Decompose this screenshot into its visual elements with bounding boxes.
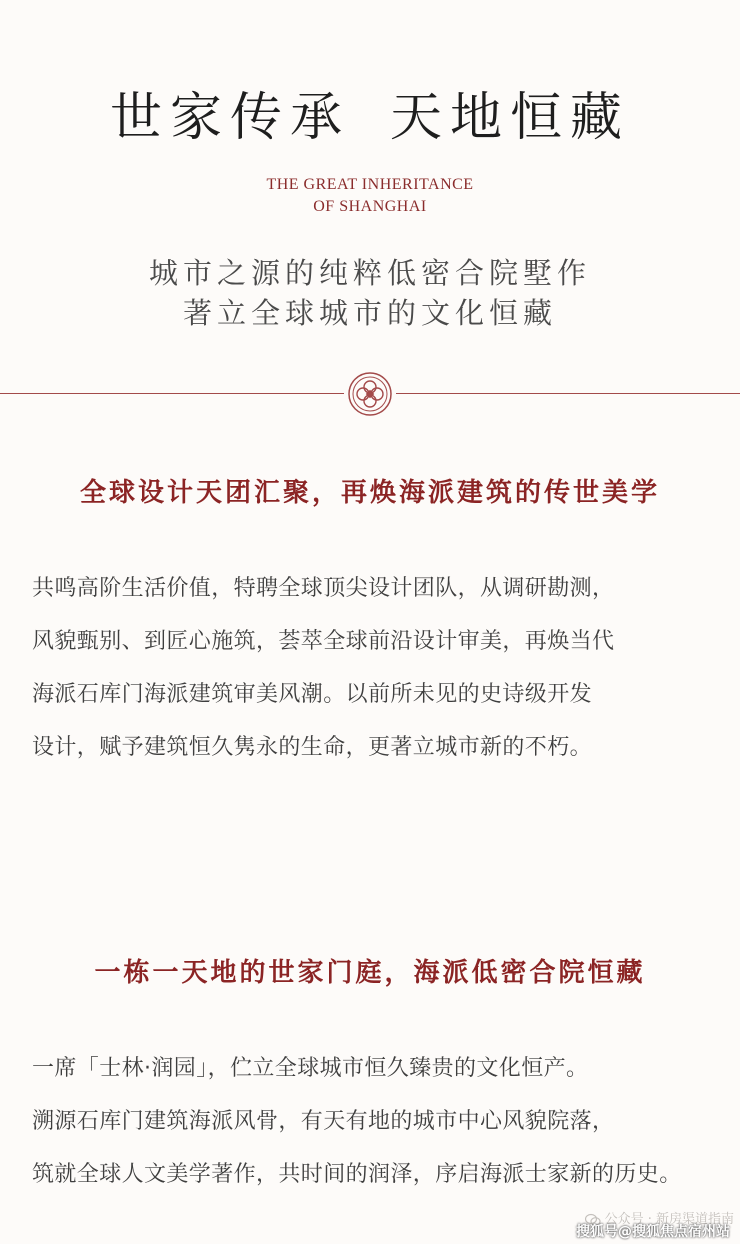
section1-body <box>32 562 722 774</box>
section2-line: 一席「士林·润园」，伫立全球城市恒久臻贵的文化恒产。 <box>32 1056 589 1081</box>
sohu-watermark: 搜狐号@搜狐焦点宿州站 <box>576 1224 730 1240</box>
section1-line: 风貌甄别、到匠心施筑，荟萃全球前沿设计审美，再焕当代 <box>32 629 615 654</box>
section1-heading: 全球设计天团汇聚，再焕海派建筑的传世美学 <box>79 478 660 508</box>
tagline-line2: 著立全球城市的文化恒藏 <box>182 296 557 330</box>
section2-line: 筑就全球人文美学著作，共时间的润泽，序启海派士家新的历史。 <box>32 1162 682 1187</box>
section2-line: 溯源石库门建筑海派风骨，有天有地的城市中心风貌院落， <box>32 1109 615 1134</box>
ornamental-medallion-icon <box>347 371 393 417</box>
divider-line-left <box>0 393 344 394</box>
english-subtitle-line2: OF SHANGHAI <box>313 198 427 215</box>
title-right: 天地恒藏 <box>390 88 631 148</box>
divider-line-right <box>396 393 740 394</box>
section2-body <box>32 1042 722 1201</box>
page-title <box>0 88 740 148</box>
section1-line: 共鸣高阶生活价值，特聘全球顶尖设计团队，从调研勘测， <box>32 576 615 601</box>
title-left: 世家传承 <box>109 88 350 148</box>
wechat-watermark-text: 公众号 · 新房渠道指南 <box>604 1212 734 1227</box>
section1-line: 设计，赋予建筑恒久隽永的生命，更著立城市新的不朽。 <box>32 735 593 760</box>
tagline-line1: 城市之源的纯粹低密合院墅作 <box>148 256 591 290</box>
english-subtitle-line1: THE GREAT INHERITANCE <box>266 176 474 193</box>
section2-heading: 一栋一天地的世家门庭，海派低密合院恒藏 <box>94 958 646 988</box>
section1-line: 海派石库门海派建筑审美风潮。以前所未见的史诗级开发 <box>32 682 593 707</box>
tagline <box>0 253 740 333</box>
ornamental-divider <box>0 369 740 419</box>
english-subtitle <box>0 174 740 218</box>
